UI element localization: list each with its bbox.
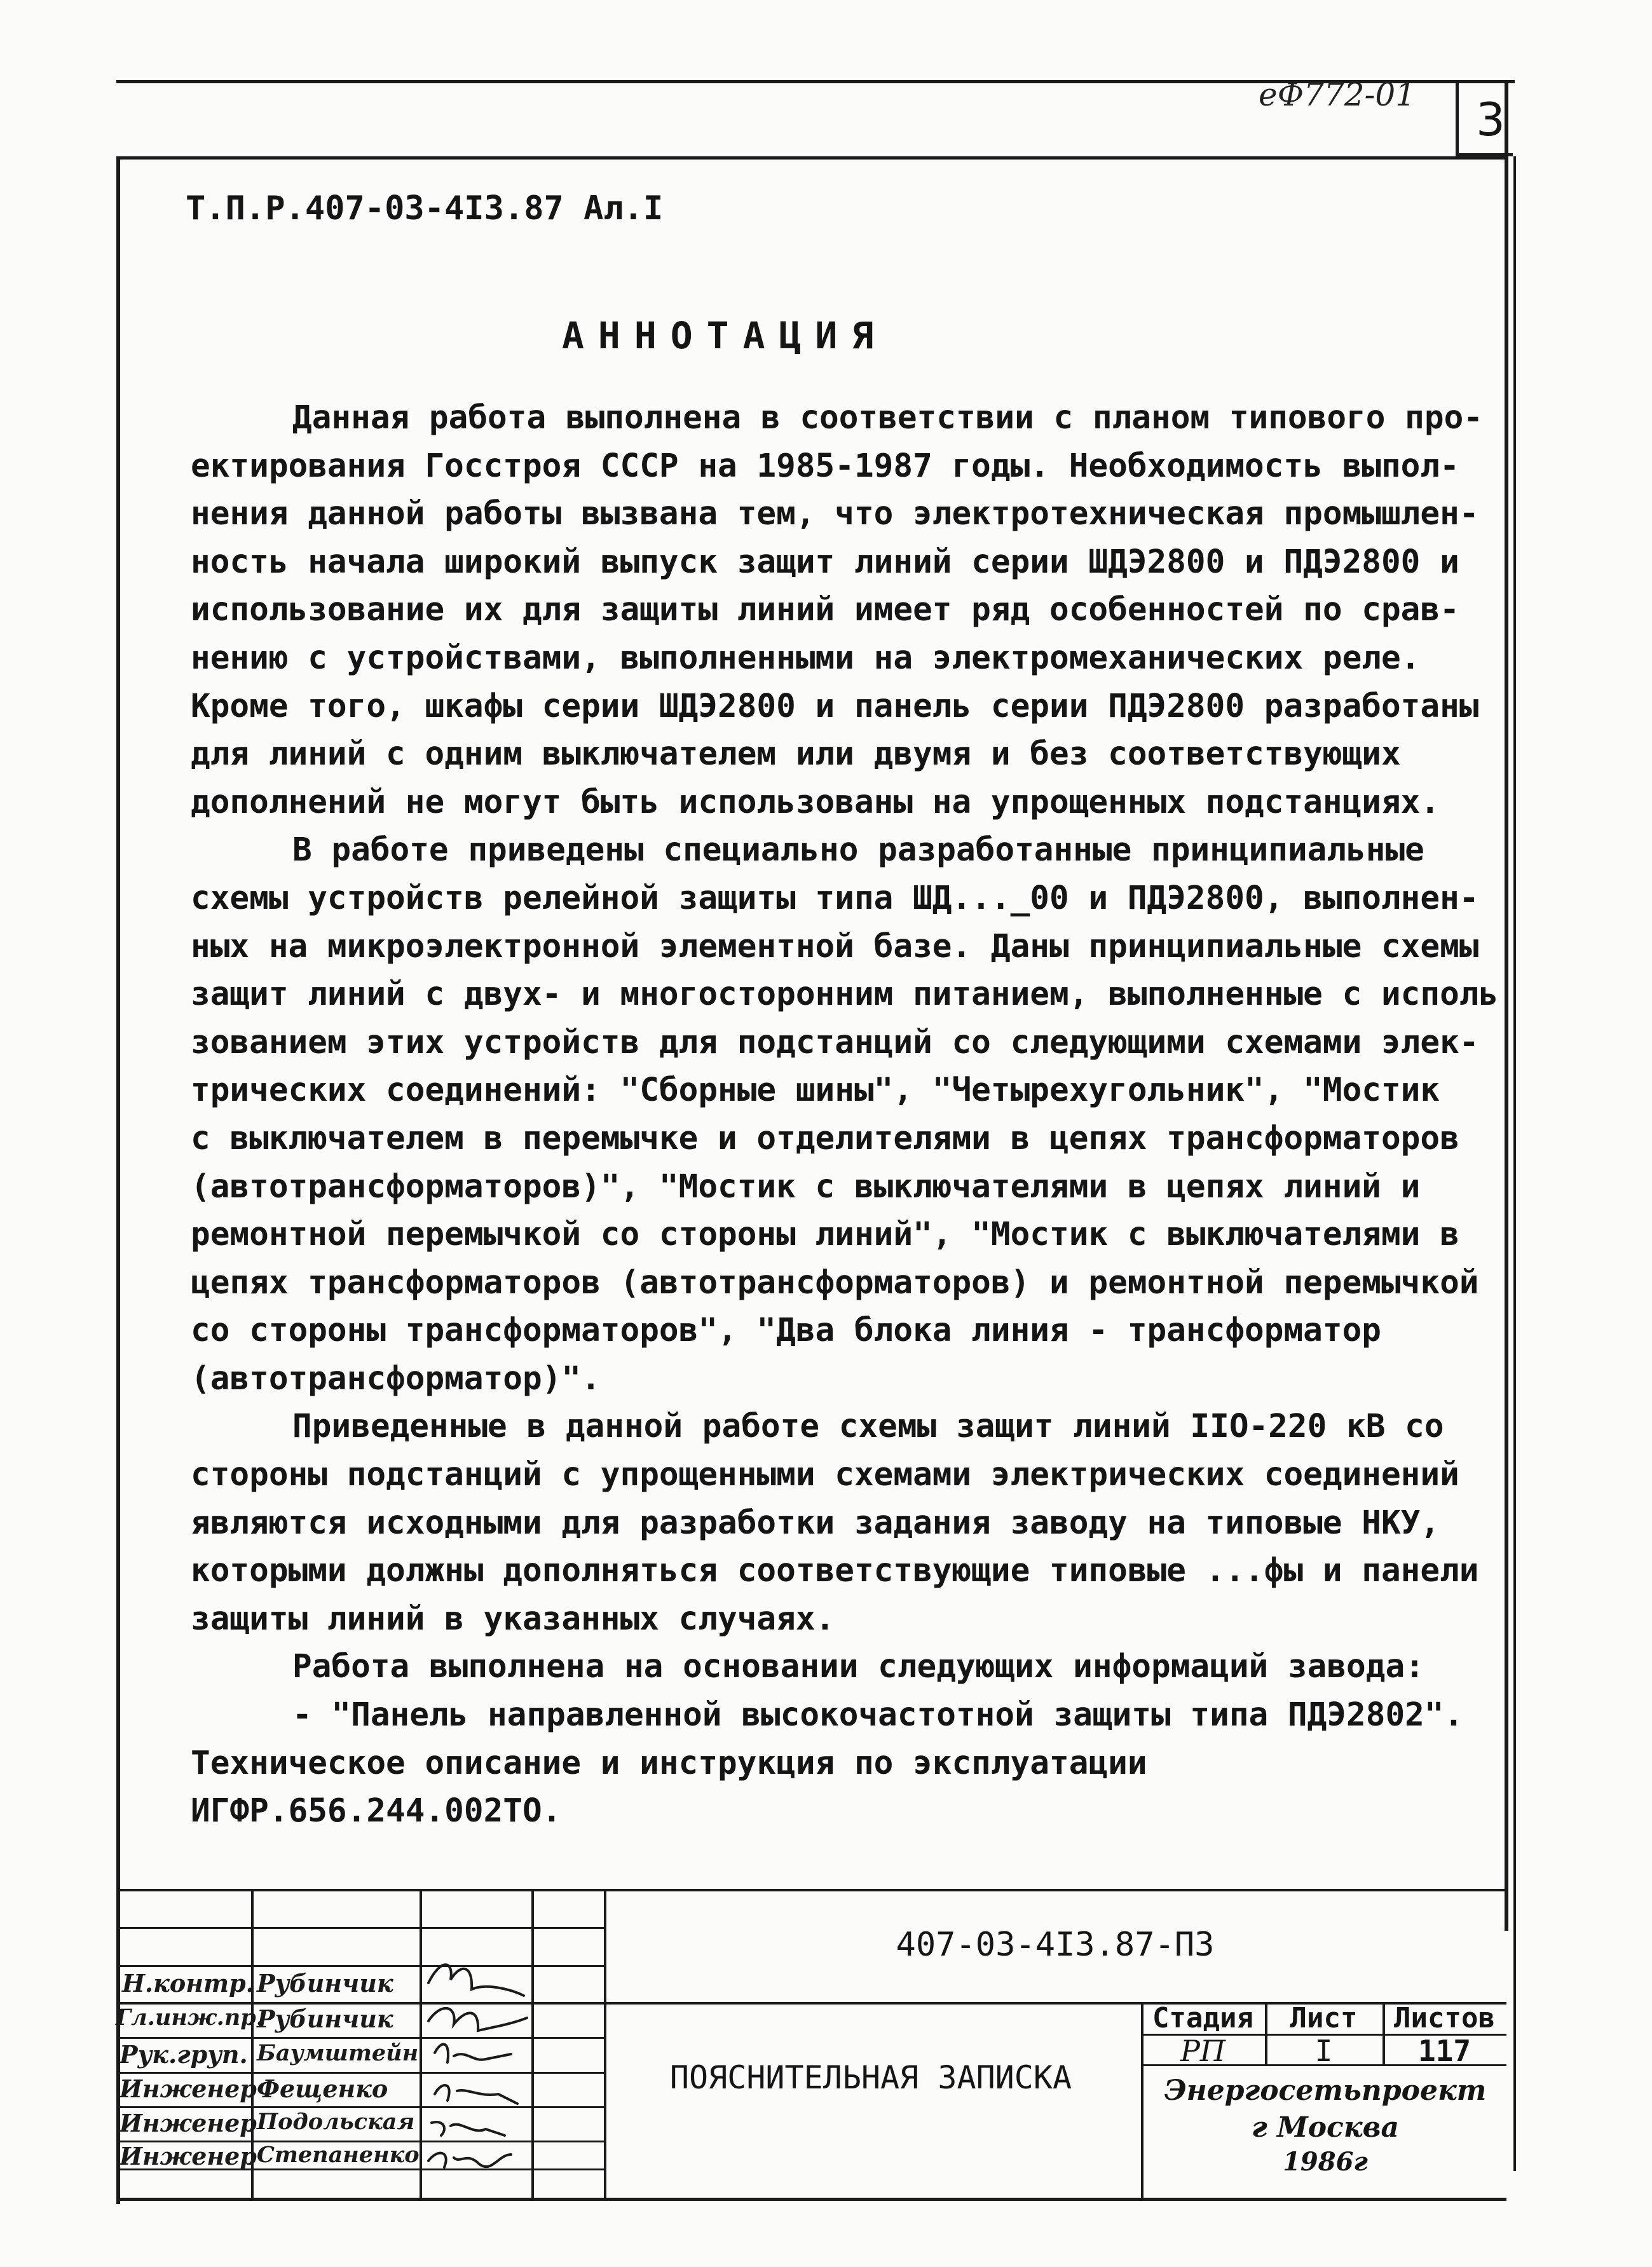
sheet-label: Лист	[1290, 2002, 1358, 2034]
body-line: защит линий с двух- и многосторонним питанием, выполненные с исполь	[191, 976, 1499, 1014]
body-line: дополнений не могут быть использованы на упрощенных подстанциях.	[191, 783, 1440, 821]
signer-name: Степаненко	[257, 2142, 420, 2168]
signer-role: Рук.груп.	[119, 2040, 248, 2069]
sheets-label: Листов	[1394, 2002, 1495, 2034]
stage-label: Стадия	[1152, 2002, 1253, 2034]
body-line: Приведенные в данной работе схемы защит линий IIO-220 кВ со	[292, 1408, 1444, 1446]
body-line: стороны подстанций с упрощенными схемами электрических соединений	[191, 1456, 1459, 1494]
frame-border-top	[116, 156, 1506, 160]
archive-code: еФ772-01	[1259, 76, 1416, 113]
body-line: ИГФР.656.244.002ТО.	[191, 1792, 562, 1830]
signer-name: Рубинчик	[257, 1969, 393, 1998]
page-number: 3	[1476, 93, 1505, 146]
signer-name: Рубинчик	[257, 2005, 393, 2033]
body-line: Кроме того, шкафы серии ШДЭ2800 и панель серии ПДЭ2800 разработаны	[191, 687, 1479, 725]
organization-name: Энергосетьпроект	[1164, 2074, 1487, 2107]
body-line: использование их для защиты линий имеет ряд особенностей по срав-	[191, 591, 1459, 629]
body-line: схемы устройств релейной защиты типа ШД..._00 и ПДЭ2800, выполнен-	[191, 879, 1479, 917]
body-line: В работе приведены специально разработанные принципиальные	[292, 831, 1424, 869]
document-reference: Т.П.Р.407-03-4I3.87 Ал.I	[186, 189, 664, 228]
sheet-value: I	[1314, 2034, 1333, 2068]
grid-line	[531, 1889, 534, 2200]
signer-role: Инженер	[119, 2109, 257, 2137]
body-line: ремонтной перемычкой со стороны линий", "Мостик с выключателями в	[191, 1216, 1459, 1254]
body-line: зованием этих устройств для подстанций со следующими схемами элек-	[191, 1023, 1479, 1061]
body-line: нению с устройствами, выполненными на электромеханических реле.	[191, 639, 1421, 677]
signer-role: Гл.инж.пр.	[116, 2005, 264, 2031]
signer-role: Инженер	[119, 2074, 257, 2103]
body-line: являются исходными для разработки задания заводу на типовые НКУ,	[191, 1504, 1440, 1542]
body-line: Техническое описание и инструкция по эксплуатации	[191, 1744, 1147, 1782]
title-block-code: 407-03-4I3.87-ПЗ	[896, 1926, 1215, 1964]
stage-value: РП	[1180, 2034, 1226, 2068]
body-line: (автотрансформатор)".	[191, 1359, 601, 1398]
body-line: ектирования Госстроя СССР на 1985-1987 годы. Необходимость выпол-	[191, 447, 1459, 485]
organization-year: 1986г	[1283, 2147, 1368, 2177]
frame-border-right-outer	[1513, 156, 1516, 2171]
title-block-title: ПОЯСНИТЕЛЬНАЯ ЗАПИСКА	[669, 2059, 1072, 2096]
body-line: с выключателем в перемычке и отделителями в цепях трансформаторов	[191, 1119, 1459, 1157]
body-line: ных на микроэлектронной элементной базе. Даны принципиальные схемы	[191, 927, 1479, 965]
signer-name: Фещенко	[257, 2074, 388, 2103]
organization-city: г Москва	[1251, 2111, 1400, 2144]
body-line: со стороны трансформаторов", "Два блока линия - трансформатор	[191, 1312, 1381, 1350]
body-line: трических соединений: "Сборные шины", "Четырехугольник", "Мостик	[191, 1072, 1440, 1110]
body-line: ность начала широкий выпуск защит линий серии ШДЭ2800 и ПДЭ2800 и	[191, 543, 1459, 581]
body-line: нения данной работы вызвана тем, что электротехническая промышлен-	[191, 495, 1479, 533]
title-block-top-line	[116, 1889, 1506, 1891]
body-line: (автотрансформаторов)", "Мостик с выключателями в цепях линий и	[191, 1168, 1421, 1206]
signer-name: Подольская	[257, 2109, 415, 2135]
frame-border-left	[116, 156, 120, 2204]
body-line: которыми должны дополняться соответствующие типовые ...фы и панели	[191, 1552, 1479, 1590]
body-line: - "Панель направленной высокочастотной защиты типа ПДЭ2802".	[292, 1696, 1464, 1734]
signer-role: Н.контр.	[122, 1969, 254, 1998]
body-line: для линий с одним выключателем или двумя и без соответствующих	[191, 735, 1401, 773]
annotation-body	[191, 394, 1506, 1835]
body-line: Данная работа выполнена в соответствии с планом типового про-	[292, 399, 1483, 437]
body-line: цепях трансформаторов (автотрансформаторов) и ремонтной перемычкой	[191, 1263, 1479, 1302]
signatures	[422, 1945, 530, 2199]
annotation-heading: АННОТАЦИЯ	[562, 314, 888, 357]
body-line: защиты линий в указанных случаях.	[191, 1600, 835, 1638]
body-line: Работа выполнена на основании следующих информаций завода:	[292, 1648, 1424, 1686]
signer-role: Инженер	[119, 2142, 257, 2170]
sheets-value: 117	[1417, 2034, 1471, 2068]
frame-border-bottom	[116, 2198, 1506, 2201]
signer-name: Баумштейн	[257, 2040, 419, 2066]
